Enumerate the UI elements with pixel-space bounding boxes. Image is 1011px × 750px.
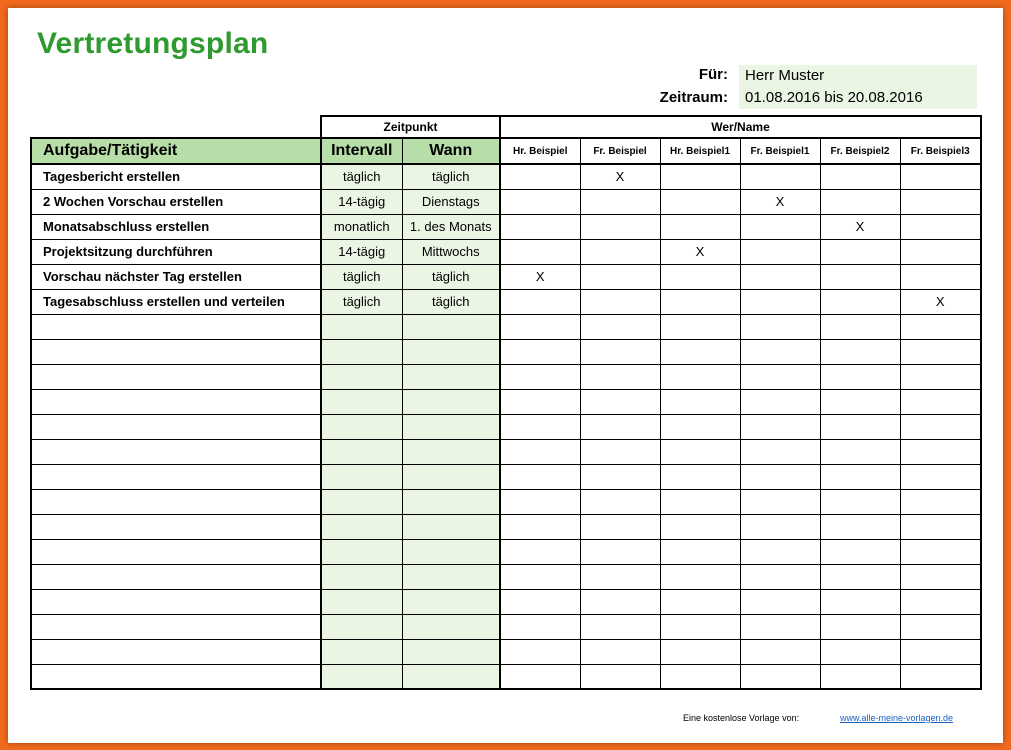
- assignment-cell[interactable]: [900, 389, 981, 414]
- task-cell[interactable]: [31, 414, 321, 439]
- table-row: [31, 189, 981, 214]
- assignment-cell[interactable]: [500, 339, 580, 364]
- task-cell[interactable]: Vorschau nächster Tag erstellen: [31, 264, 321, 289]
- assignment-cell[interactable]: [900, 514, 981, 539]
- intervall-cell[interactable]: [321, 339, 402, 364]
- assignment-cell[interactable]: [900, 239, 981, 264]
- table-row: [31, 589, 981, 614]
- assignment-cell[interactable]: [820, 464, 900, 489]
- assignment-cell[interactable]: [820, 664, 900, 689]
- group-header-row: [31, 116, 981, 138]
- wann-cell[interactable]: täglich: [402, 289, 500, 314]
- assignment-cell[interactable]: [820, 639, 900, 664]
- assignment-cell[interactable]: [580, 239, 660, 264]
- assignment-cell[interactable]: [580, 339, 660, 364]
- assignment-cell[interactable]: [580, 214, 660, 239]
- table-row: [31, 264, 981, 289]
- assignment-cell[interactable]: [740, 339, 820, 364]
- assignment-cell[interactable]: [900, 464, 981, 489]
- intervall-cell[interactable]: [321, 514, 402, 539]
- assignment-cell[interactable]: [820, 314, 900, 339]
- page-title: Vertretungsplan: [37, 27, 269, 60]
- intervall-cell[interactable]: [321, 439, 402, 464]
- assignment-cell[interactable]: [500, 489, 580, 514]
- wann-cell[interactable]: täglich: [402, 164, 500, 189]
- wann-cell[interactable]: [402, 314, 500, 339]
- assignment-cell[interactable]: [660, 439, 740, 464]
- assignment-cell[interactable]: [580, 389, 660, 414]
- intervall-cell[interactable]: [321, 389, 402, 414]
- assignment-cell[interactable]: [740, 164, 820, 189]
- assignment-cell[interactable]: [820, 439, 900, 464]
- wann-cell[interactable]: [402, 589, 500, 614]
- group-wer-name: Wer/Name: [500, 116, 981, 138]
- assignment-cell[interactable]: [820, 489, 900, 514]
- assignment-cell[interactable]: [900, 164, 981, 189]
- assignment-cell[interactable]: [900, 539, 981, 564]
- fuer-value[interactable]: Herr Muster: [739, 65, 977, 87]
- table-row: [31, 489, 981, 514]
- wann-cell[interactable]: [402, 364, 500, 389]
- task-cell[interactable]: [31, 664, 321, 689]
- assignment-cell[interactable]: [740, 389, 820, 414]
- task-cell[interactable]: [31, 614, 321, 639]
- task-cell[interactable]: 2 Wochen Vorschau erstellen: [31, 189, 321, 214]
- task-cell[interactable]: [31, 589, 321, 614]
- fuer-label: Für:: [698, 66, 728, 83]
- intervall-cell[interactable]: 14-tägig: [321, 189, 402, 214]
- assignment-cell[interactable]: X: [500, 264, 580, 289]
- col-header-task: Aufgabe/Tätigkeit: [31, 138, 321, 164]
- wann-cell[interactable]: [402, 614, 500, 639]
- task-cell[interactable]: [31, 564, 321, 589]
- task-cell[interactable]: [31, 489, 321, 514]
- assignment-cell[interactable]: [580, 289, 660, 314]
- assignment-cell[interactable]: [500, 314, 580, 339]
- assignment-cell[interactable]: [660, 514, 740, 539]
- assignment-cell[interactable]: [500, 239, 580, 264]
- wann-cell[interactable]: [402, 639, 500, 664]
- col-header-person: Hr. Beispiel1: [660, 138, 740, 164]
- assignment-cell[interactable]: [660, 489, 740, 514]
- assignment-cell[interactable]: [820, 564, 900, 589]
- assignment-cell[interactable]: [900, 639, 981, 664]
- intervall-cell[interactable]: [321, 639, 402, 664]
- assignment-cell[interactable]: [580, 589, 660, 614]
- assignment-cell[interactable]: [580, 539, 660, 564]
- assignment-cell[interactable]: [900, 214, 981, 239]
- intervall-cell[interactable]: [321, 589, 402, 614]
- assignment-cell[interactable]: [660, 464, 740, 489]
- wann-cell[interactable]: [402, 439, 500, 464]
- group-zeitpunkt: Zeitpunkt: [321, 116, 500, 138]
- table-row: [31, 564, 981, 589]
- task-cell[interactable]: Tagesabschluss erstellen und verteilen: [31, 289, 321, 314]
- wann-cell[interactable]: [402, 414, 500, 439]
- table-row: [31, 164, 981, 189]
- assignment-cell[interactable]: [740, 539, 820, 564]
- assignment-cell[interactable]: X: [900, 289, 981, 314]
- intervall-cell[interactable]: [321, 314, 402, 339]
- assignment-cell[interactable]: [500, 539, 580, 564]
- assignment-cell[interactable]: [820, 514, 900, 539]
- assignment-cell[interactable]: [900, 489, 981, 514]
- assignment-cell[interactable]: [740, 439, 820, 464]
- assignment-cell[interactable]: [500, 364, 580, 389]
- assignment-cell[interactable]: [580, 464, 660, 489]
- assignment-cell[interactable]: [740, 414, 820, 439]
- assignment-cell[interactable]: [580, 664, 660, 689]
- assignment-cell[interactable]: [500, 564, 580, 589]
- assignment-cell[interactable]: [900, 614, 981, 639]
- task-cell[interactable]: [31, 389, 321, 414]
- assignment-cell[interactable]: [660, 589, 740, 614]
- assignment-cell[interactable]: [820, 339, 900, 364]
- assignment-cell[interactable]: [500, 439, 580, 464]
- col-header-person: Fr. Beispiel2: [820, 138, 900, 164]
- task-cell[interactable]: [31, 639, 321, 664]
- wann-cell[interactable]: Dienstags: [402, 189, 500, 214]
- assignment-cell[interactable]: [740, 514, 820, 539]
- intervall-cell[interactable]: täglich: [321, 164, 402, 189]
- table-row: [31, 214, 981, 239]
- assignment-cell[interactable]: [660, 389, 740, 414]
- assignment-cell[interactable]: [740, 214, 820, 239]
- assignment-cell[interactable]: [660, 164, 740, 189]
- col-header-wann: Wann: [402, 138, 500, 164]
- table-row: [31, 364, 981, 389]
- assignment-cell[interactable]: [660, 614, 740, 639]
- table-row: [31, 389, 981, 414]
- wann-cell[interactable]: [402, 539, 500, 564]
- intervall-cell[interactable]: täglich: [321, 264, 402, 289]
- assignment-cell[interactable]: [660, 364, 740, 389]
- assignment-cell[interactable]: [660, 664, 740, 689]
- zeitraum-value[interactable]: 01.08.2016 bis 20.08.2016: [739, 87, 977, 109]
- assignment-cell[interactable]: [740, 289, 820, 314]
- footer-text: Eine kostenlose Vorlage von:: [683, 713, 800, 723]
- wann-cell[interactable]: [402, 464, 500, 489]
- assignment-cell[interactable]: [900, 439, 981, 464]
- assignment-cell[interactable]: [500, 214, 580, 239]
- assignment-cell[interactable]: [900, 414, 981, 439]
- task-cell[interactable]: Tagesbericht erstellen: [31, 164, 321, 189]
- assignment-cell[interactable]: [820, 289, 900, 314]
- intervall-cell[interactable]: [321, 664, 402, 689]
- assignment-cell[interactable]: [580, 314, 660, 339]
- col-header-person: Hr. Beispiel: [500, 138, 580, 164]
- assignment-cell[interactable]: [500, 664, 580, 689]
- assignment-cell[interactable]: [580, 439, 660, 464]
- task-cell[interactable]: Monatsabschluss erstellen: [31, 214, 321, 239]
- assignment-cell[interactable]: [740, 589, 820, 614]
- assignment-cell[interactable]: [500, 514, 580, 539]
- table-row: [31, 414, 981, 439]
- intervall-cell[interactable]: täglich: [321, 289, 402, 314]
- wann-cell[interactable]: 1. des Monats: [402, 214, 500, 239]
- assignment-cell[interactable]: [820, 164, 900, 189]
- wann-cell[interactable]: täglich: [402, 264, 500, 289]
- col-header-person: Fr. Beispiel3: [900, 138, 981, 164]
- assignment-cell[interactable]: [660, 289, 740, 314]
- assignment-cell[interactable]: [580, 189, 660, 214]
- wann-cell[interactable]: [402, 664, 500, 689]
- table-row: [31, 464, 981, 489]
- wann-cell[interactable]: [402, 389, 500, 414]
- wann-cell[interactable]: [402, 489, 500, 514]
- task-cell[interactable]: [31, 314, 321, 339]
- task-cell[interactable]: [31, 514, 321, 539]
- assignment-cell[interactable]: [820, 364, 900, 389]
- assignment-cell[interactable]: [740, 489, 820, 514]
- group-blank: [31, 116, 321, 138]
- assignment-cell[interactable]: [580, 414, 660, 439]
- assignment-cell[interactable]: [740, 639, 820, 664]
- col-header-intervall: Intervall: [321, 138, 402, 164]
- assignment-cell[interactable]: [900, 264, 981, 289]
- assignment-cell[interactable]: [740, 614, 820, 639]
- assignment-cell[interactable]: [900, 189, 981, 214]
- zeitraum-label: Zeitraum:: [659, 89, 728, 106]
- intervall-cell[interactable]: [321, 464, 402, 489]
- assignment-cell[interactable]: [740, 464, 820, 489]
- assignment-cell[interactable]: [580, 264, 660, 289]
- assignment-cell[interactable]: [660, 414, 740, 439]
- assignment-cell[interactable]: [500, 464, 580, 489]
- assignment-cell[interactable]: [500, 289, 580, 314]
- assignment-cell[interactable]: [580, 514, 660, 539]
- assignment-cell[interactable]: X: [820, 214, 900, 239]
- assignment-cell[interactable]: [820, 414, 900, 439]
- footer-link[interactable]: www.alle-meine-vorlagen.de: [840, 713, 954, 723]
- assignment-cell[interactable]: [580, 564, 660, 589]
- assignment-cell[interactable]: [740, 664, 820, 689]
- assignment-cell[interactable]: [900, 364, 981, 389]
- table-row: [31, 289, 981, 314]
- intervall-cell[interactable]: 14-tägig: [321, 239, 402, 264]
- table-row: [31, 514, 981, 539]
- intervall-cell[interactable]: [321, 489, 402, 514]
- assignment-cell[interactable]: [500, 589, 580, 614]
- document-page: [8, 8, 1003, 743]
- intervall-cell[interactable]: [321, 414, 402, 439]
- table-row: [31, 239, 981, 264]
- task-cell[interactable]: [31, 464, 321, 489]
- assignment-cell[interactable]: [820, 539, 900, 564]
- assignment-cell[interactable]: [500, 164, 580, 189]
- assignment-cell[interactable]: [900, 314, 981, 339]
- assignment-cell[interactable]: [660, 639, 740, 664]
- table-row: [31, 439, 981, 464]
- assignment-cell[interactable]: [500, 389, 580, 414]
- assignment-cell[interactable]: [500, 189, 580, 214]
- assignment-cell[interactable]: [820, 589, 900, 614]
- assignment-cell[interactable]: X: [740, 189, 820, 214]
- task-cell[interactable]: [31, 539, 321, 564]
- table-row: [31, 339, 981, 364]
- assignment-cell[interactable]: [900, 589, 981, 614]
- col-header-person: Fr. Beispiel1: [740, 138, 820, 164]
- assignment-cell[interactable]: [820, 389, 900, 414]
- intervall-cell[interactable]: [321, 364, 402, 389]
- assignment-cell[interactable]: [660, 539, 740, 564]
- assignment-cell[interactable]: [660, 314, 740, 339]
- assignment-cell[interactable]: [820, 264, 900, 289]
- assignment-cell[interactable]: [820, 614, 900, 639]
- assignment-cell[interactable]: [580, 489, 660, 514]
- assignment-cell[interactable]: [660, 264, 740, 289]
- assignment-cell[interactable]: [740, 564, 820, 589]
- task-cell[interactable]: [31, 339, 321, 364]
- assignment-cell[interactable]: X: [660, 239, 740, 264]
- assignment-cell[interactable]: [900, 564, 981, 589]
- task-cell[interactable]: [31, 439, 321, 464]
- assignment-cell[interactable]: [580, 364, 660, 389]
- assignment-cell[interactable]: [580, 639, 660, 664]
- task-cell[interactable]: Projektsitzung durchführen: [31, 239, 321, 264]
- assignment-cell[interactable]: [740, 264, 820, 289]
- assignment-cell[interactable]: [900, 339, 981, 364]
- intervall-cell[interactable]: [321, 539, 402, 564]
- assignment-cell[interactable]: [740, 239, 820, 264]
- wann-cell[interactable]: [402, 339, 500, 364]
- assignment-cell[interactable]: [500, 639, 580, 664]
- assignment-cell[interactable]: [500, 614, 580, 639]
- assignment-cell[interactable]: [820, 189, 900, 214]
- wann-cell[interactable]: [402, 514, 500, 539]
- table-row: [31, 614, 981, 639]
- assignment-cell[interactable]: [580, 614, 660, 639]
- assignment-cell[interactable]: [660, 189, 740, 214]
- assignment-cell[interactable]: X: [580, 164, 660, 189]
- intervall-cell[interactable]: [321, 614, 402, 639]
- wann-cell[interactable]: Mittwochs: [402, 239, 500, 264]
- assignment-cell[interactable]: [500, 414, 580, 439]
- assignment-cell[interactable]: [660, 564, 740, 589]
- table-row: [31, 314, 981, 339]
- col-header-person: Fr. Beispiel: [580, 138, 660, 164]
- assignment-cell[interactable]: [740, 314, 820, 339]
- table-row: [31, 639, 981, 664]
- assignment-cell[interactable]: [660, 214, 740, 239]
- intervall-cell[interactable]: [321, 564, 402, 589]
- assignment-cell[interactable]: [660, 339, 740, 364]
- wann-cell[interactable]: [402, 564, 500, 589]
- task-cell[interactable]: [31, 364, 321, 389]
- table-row: [31, 539, 981, 564]
- column-header-row: [31, 138, 981, 164]
- table-row: [31, 664, 981, 689]
- assignment-cell[interactable]: [820, 239, 900, 264]
- assignment-cell[interactable]: [900, 664, 981, 689]
- assignment-cell[interactable]: [740, 364, 820, 389]
- plan-table: [30, 115, 982, 690]
- intervall-cell[interactable]: monatlich: [321, 214, 402, 239]
